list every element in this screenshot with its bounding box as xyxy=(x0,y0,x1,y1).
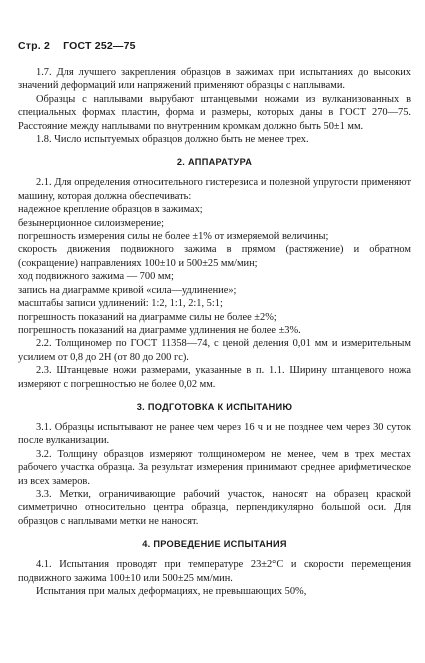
page-header xyxy=(18,40,411,52)
standard-id: ГОСТ 252—75 xyxy=(63,40,136,52)
document-body xyxy=(18,66,411,598)
paragraph-1-7: 1.7. Для лучшего закрепления образцов в зажимах при испытаниях до высоких значений деформаций или напряжений применяют образцы с наплывами. xyxy=(18,67,411,92)
requirement-item: масштабы записи удлинений: 1:2, 1:1, 2:1, 5:1; xyxy=(18,298,223,310)
paragraph-2-3: 2.3. Штанцевые ножи размерами, указанные в п. 1.1. Ширину штанцевого ножа измеряют с погрешностью не более 0,02 мм. xyxy=(18,365,411,390)
paragraph-2-1: 2.1. Для определения относительного гистерезиса и полезной упругости применяют машину, которая должна обеспечивать: xyxy=(18,177,411,202)
paragraph-1-7-continued: Образцы с наплывами вырубают штанцевыми ножами из вулканизованных в специальных формах пластин, форма и размеры, которых даны в ГОСТ 270—75. Расстояние между наплывами по внутренним кромкам должно быть 50±1 мм. xyxy=(18,93,411,132)
requirement-item: надежное крепление образцов в зажимах; xyxy=(18,204,203,216)
paragraph-3-1: 3.1. Образцы испытывают не ранее чем через 16 ч и не позднее чем через 30 суток после вулканизации. xyxy=(18,421,411,447)
section-heading-preparation: 3. ПОДГОТОВКА К ИСПЫТАНИЮ xyxy=(136,401,293,412)
requirement-item: погрешность показаний на диаграмме силы не более ±2%; xyxy=(18,311,277,323)
paragraph-4-1: 4.1. Испытания проводят при температуре 23±2°С и скорости перемещения подвижного зажима 100±10 или 500±25 мм/мин. xyxy=(18,559,411,584)
requirement-item: безынерционное силоизмерение; xyxy=(18,217,164,229)
page-number: Стр. 2 xyxy=(18,40,51,52)
paragraph-3-2: 3.2. Толщину образцов измеряют толщиномером не менее, чем в трех местах рабочего участка образца. За результат измерения принимают среднее арифметическое из всех замеров. xyxy=(18,448,411,487)
section-heading-apparatus: 2. АППАРАТУРА xyxy=(176,157,253,168)
requirement-item: ход подвижного зажима — 700 мм; xyxy=(18,271,174,283)
requirement-item: погрешность измерения силы не более ±1% от измеряемой величины; xyxy=(18,231,329,243)
section-heading-testing: 4. ПРОВЕДЕНИЕ ИСПЫТАНИЯ xyxy=(142,539,287,550)
requirement-item: запись на диаграмме кривой «сила—удлинение»; xyxy=(18,284,237,296)
paragraph-4-1-continued: Испытания при малых деформациях, не превышающих 50%, xyxy=(36,586,307,597)
requirement-item: скорость движения подвижного зажима в прямом (растяжение) и обратном (сокращение) направлениях 100±10 и 500±25 мм/мин; xyxy=(18,244,411,269)
paragraph-2-2: 2.2. Толщиномер по ГОСТ 11358—74, с ценой деления 0,01 мм и измерительным усилием от 0,8 до 2Н (от 80 до 200 гс). xyxy=(18,338,411,363)
requirement-item: погрешность показаний на диаграмме удлинения не более ±3%. xyxy=(18,324,301,336)
paragraph-1-8: 1.8. Число испытуемых образцов должно быть не менее трех. xyxy=(36,134,309,146)
paragraph-3-3: 3.3. Метки, ограничивающие рабочий участок, наносят на образец краской симметрично относительно центра образца, перпендикулярно большой оси. Для образцов с наплывами метки не наносят. xyxy=(18,488,411,527)
